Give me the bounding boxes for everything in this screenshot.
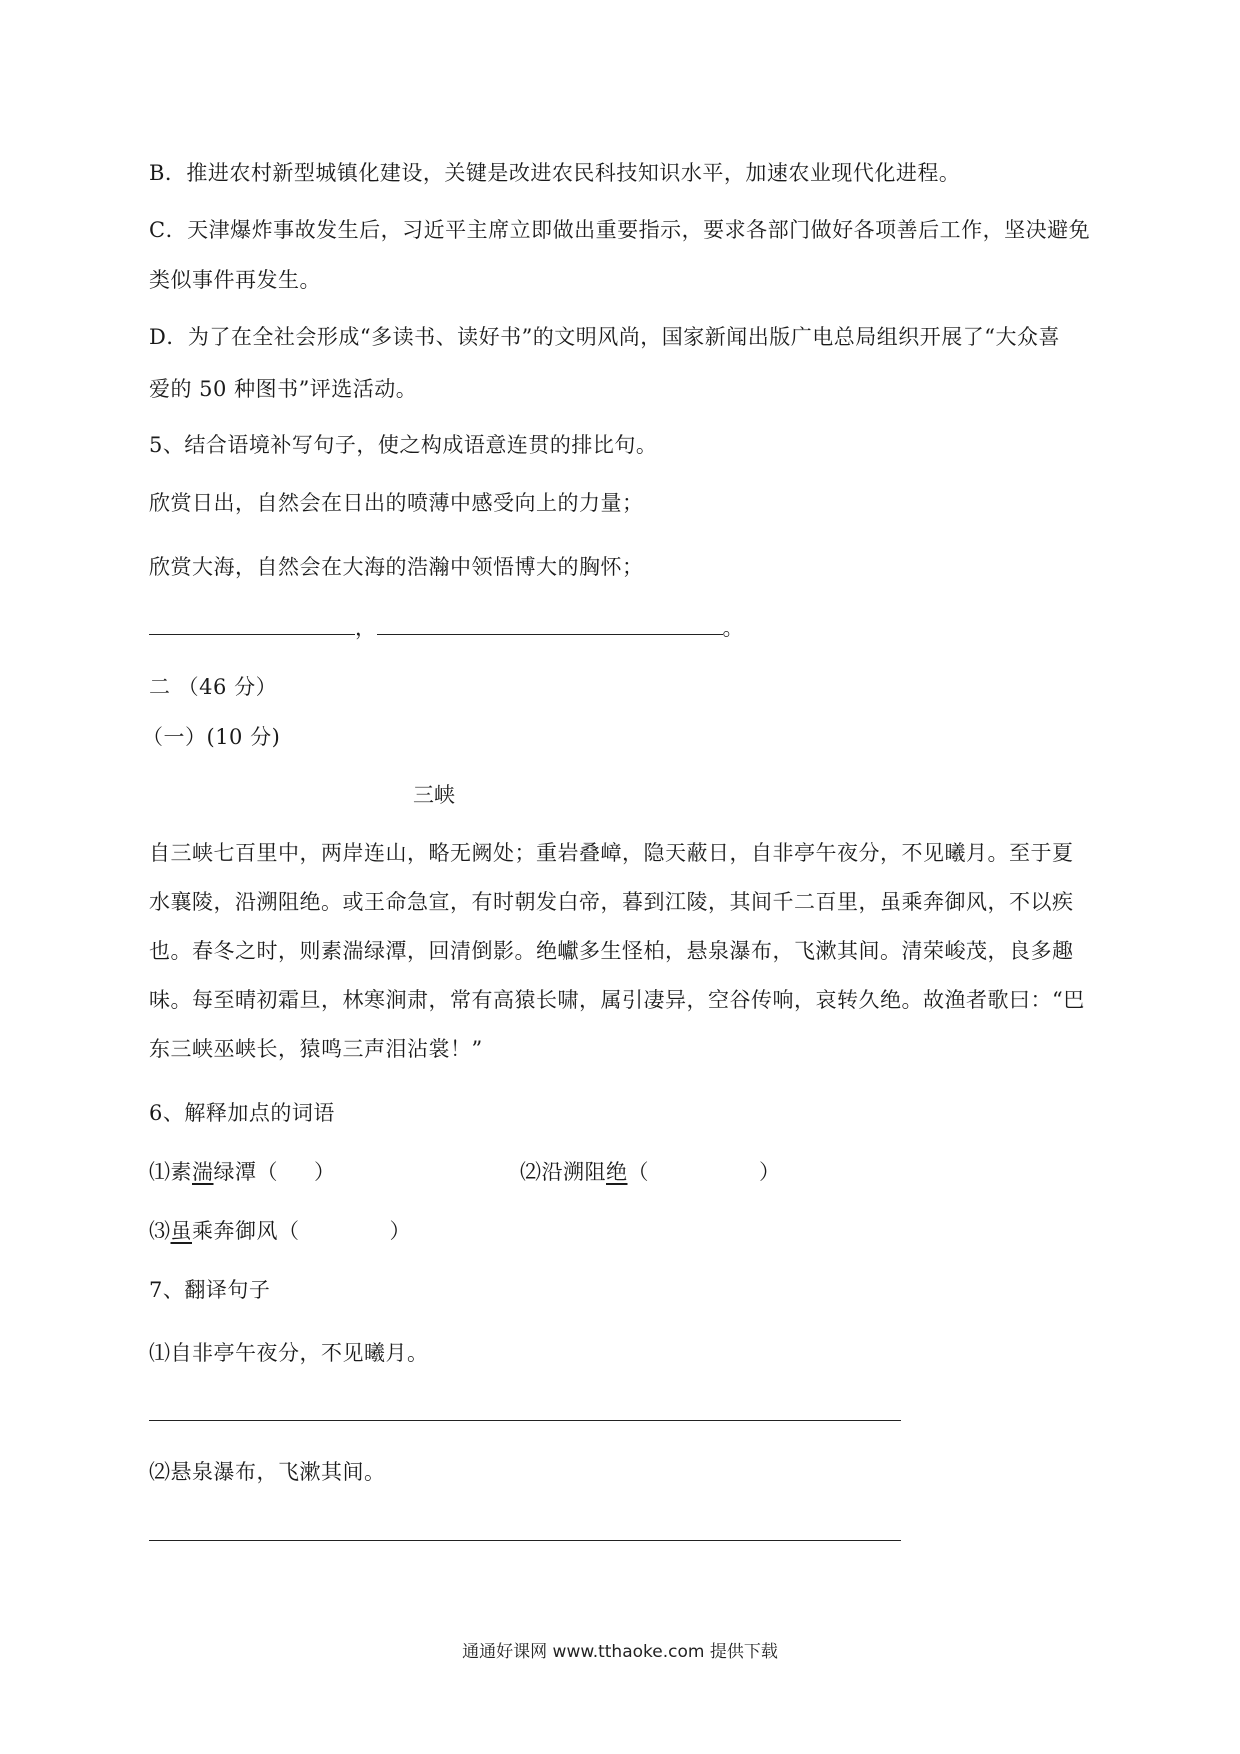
footer-text: 通通好课网 www.tthaoke.com 提供下载 (462, 1642, 778, 1662)
question-6-item-1 (149, 1157, 336, 1187)
section-2-heading: 二 （46 分） (149, 675, 278, 699)
passage-line-1: 自三峡七百里中，两岸连山，略无阙处；重岩叠嶂，隐天蔽日，自非亭午夜分，不见曦月。至于夏 (149, 841, 1074, 865)
item-3-prefix: ⑶ (149, 1219, 171, 1243)
passage-line-4: 味。每至晴初霜旦，林寒涧肃，常有高猿长啸，属引凄异，空谷传响，哀转久绝。故渔者歌曰：“巴 (149, 988, 1085, 1012)
question-6-prompt: 6、解释加点的词语 (149, 1101, 335, 1125)
question-4-option-c-line2: 类似事件再发生。 (149, 268, 321, 292)
passage-title: 三峡 (413, 783, 455, 807)
dotted-word-3: 虽 (170, 1219, 192, 1243)
answer-period: 。 (722, 616, 744, 640)
question-4-option-d-line1: D．为了在全社会形成“多读书、读好书”的文明风尚，国家新闻出版广电总局组织开展了“大众喜 (149, 325, 1061, 349)
answer-blank-1[interactable] (149, 612, 355, 635)
passage-line-5: 东三峡巫峡长，猿鸣三声泪沾裳！” (149, 1037, 483, 1061)
question-6-item-2 (520, 1157, 781, 1187)
dotted-word-2: 绝 (606, 1160, 628, 1184)
question-4-option-d-line2: 爱的 50 种图书”评选活动。 (149, 377, 418, 401)
question-5-sentence-2: 欣赏大海，自然会在大海的浩瀚中领悟博大的胸怀； (149, 555, 644, 579)
answer-comma: ， (355, 616, 377, 640)
item-1-suffix: 绿潭（ (213, 1160, 278, 1184)
question-4-option-c-line1: C．天津爆炸事故发生后，习近平主席立即做出重要指示，要求各部门做好各项善后工作，坚决避免 (149, 218, 1091, 242)
question-5-prompt: 5、结合语境补写句子，使之构成语意连贯的排比句。 (149, 433, 658, 457)
question-4-option-b: B．推进农村新型城镇化建设，关键是改进农民科技知识水平，加速农业现代化进程。 (149, 161, 961, 185)
item-1-prefix: ⑴素 (149, 1160, 192, 1184)
passage-line-3: 也。春冬之时，则素湍绿潭，回清倒影。绝巘多生怪柏，悬泉瀑布，飞漱其间。清荣峻茂，良多趣 (149, 939, 1074, 963)
item-3-close: ） (389, 1219, 411, 1243)
question-7-prompt: 7、翻译句子 (149, 1278, 271, 1302)
question-7-item-1: ⑴自非亭午夜分，不见曦月。 (149, 1341, 429, 1365)
answer-rule-1[interactable] (149, 1420, 901, 1421)
item-2-close: ） (759, 1160, 781, 1184)
question-6-item-3 (149, 1216, 411, 1246)
item-1-close: ） (314, 1160, 336, 1184)
question-7-item-2: ⑵悬泉瀑布，飞漱其间。 (149, 1460, 386, 1484)
dotted-word-1: 湍 (192, 1160, 214, 1184)
passage-line-2: 水襄陵，沿溯阻绝。或王命急宣，有时朝发白帝，暮到江陵，其间千二百里，虽乘奔御风，不以疾 (149, 890, 1074, 914)
question-5-sentence-1: 欣赏日出，自然会在日出的喷薄中感受向上的力量； (149, 491, 644, 515)
question-5-answer-line (149, 612, 744, 643)
item-2-open: （ (627, 1160, 649, 1184)
answer-blank-2[interactable] (377, 612, 723, 635)
item-2-prefix: ⑵沿溯阻 (520, 1160, 606, 1184)
section-2-sub-heading: （一）(10 分) (142, 725, 281, 749)
item-3-suffix: 乘奔御风（ (192, 1219, 300, 1243)
answer-rule-2[interactable] (149, 1540, 901, 1541)
